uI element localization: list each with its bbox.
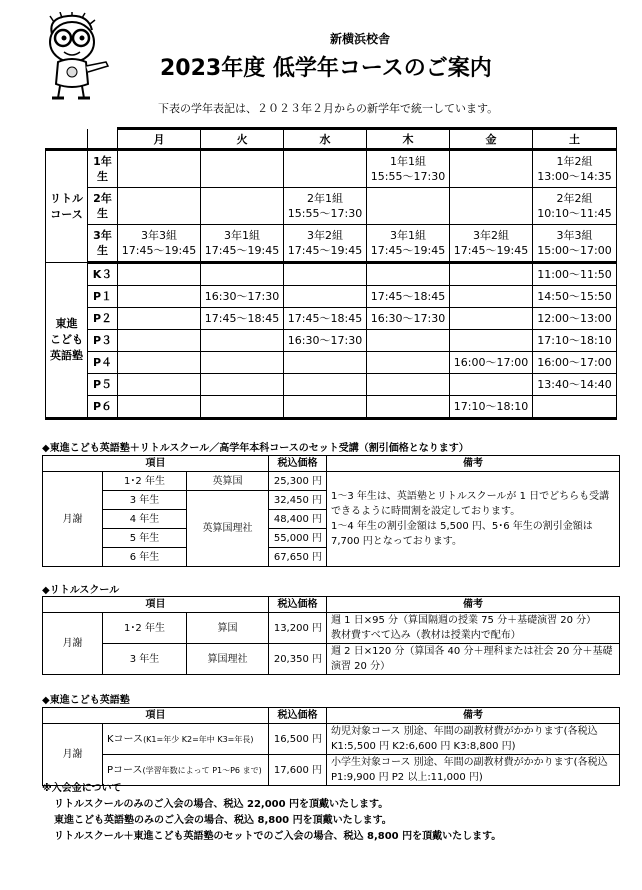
day-header-wed: 水: [284, 129, 367, 150]
col-header-note: 備考: [327, 456, 620, 472]
mascot-illustration: [38, 12, 110, 100]
eigo-row-p2: [46, 308, 617, 330]
schedule-cell: 17:10〜18:10: [533, 330, 617, 352]
grade-label: 5 年生: [103, 529, 187, 548]
eigo-row-p4: [46, 352, 617, 374]
grade-label: 3 年生: [103, 644, 187, 675]
schedule-cell: 16:00〜17:00: [450, 352, 533, 374]
school-name: 新横浜校舎: [329, 32, 390, 46]
schedule-cell: [367, 352, 450, 374]
schedule-cell: 1年1組 15:55〜17:30: [367, 150, 450, 188]
schedule-cell: 3年1組 17:45〜19:45: [201, 225, 284, 263]
note-line: 東進こども英語塾のみのご入会の場合、税込 8,800 円を頂戴いたします。: [54, 815, 392, 826]
schedule-cell: [284, 374, 367, 396]
eigo-row-p6: [46, 396, 617, 419]
eigo-row-p3: [46, 330, 617, 352]
row-label-monthly: 月謝: [43, 613, 103, 675]
schedule-cell: [118, 396, 201, 419]
schedule-cell: [450, 188, 533, 225]
course-detail: (学習年数によって P1〜P6 まで): [142, 765, 262, 775]
grade-label: 1･2 年生: [103, 613, 187, 644]
day-header-thu: 木: [367, 129, 450, 150]
schedule-cell: [367, 374, 450, 396]
grade-label: 1年生: [88, 150, 118, 188]
schedule-cell: [367, 188, 450, 225]
schedule-cell: [201, 330, 284, 352]
set-course-heading: ◆東進こども英語塾＋リトルスクール／高学年本科コースのセット受講（割引価格となります）: [42, 443, 469, 454]
eigo-row-p5: [46, 374, 617, 396]
grade-label: P６: [88, 396, 118, 419]
course-label: Pコース(学習年数によって P1〜P6 まで): [103, 755, 269, 786]
little-row-3: [46, 225, 617, 263]
schedule-cell: [284, 396, 367, 419]
course-label: 算国: [187, 613, 269, 644]
schedule-cell: 2年2組 10:10〜11:45: [533, 188, 617, 225]
col-header-note: 備考: [327, 708, 620, 724]
price-value: 25,300 円: [269, 472, 327, 491]
grade-label: 1･2 年生: [103, 472, 187, 491]
note-text: 小学生対象コース 別途、年間の副教材費がかかります(各税込 P1:9,900 円 P2 以上:11,000 円): [327, 755, 620, 786]
note-text: 週 2 日×120 分（算国各 40 分＋理科または社会 20 分＋基礎演習 20 分）: [327, 644, 620, 675]
corner-cell: [46, 129, 88, 150]
schedule-cell: 16:30〜17:30: [367, 308, 450, 330]
schedule-cell: 3年2組 17:45〜19:45: [284, 225, 367, 263]
grade-label: 3年生: [88, 225, 118, 263]
schedule-cell: [450, 263, 533, 286]
course-label: Kコース(K1=年少 K2=年中 K3=年長): [103, 724, 269, 755]
schedule-cell: [201, 150, 284, 188]
grade-notation-note: 下表の学年表記は、２０２３年２月からの新学年で統一しています。: [158, 102, 499, 115]
eigo-row-p1: [46, 286, 617, 308]
schedule-cell: 3年3組 15:00〜17:00: [533, 225, 617, 263]
eigo-juku-heading: ◆東進こども英語塾: [42, 695, 130, 706]
schedule-cell: [450, 330, 533, 352]
grade-label: P５: [88, 374, 118, 396]
price-value: 17,600 円: [269, 755, 327, 786]
course-label: 算国理社: [187, 644, 269, 675]
grade-label: 4 年生: [103, 510, 187, 529]
schedule-cell: [201, 374, 284, 396]
price-value: 20,350 円: [269, 644, 327, 675]
schedule-cell: [118, 188, 201, 225]
little-school-price-table: [42, 596, 620, 675]
set-course-price-table: [42, 455, 620, 567]
note-text: 幼児対象コース 別途、年間の副教材費がかかります(各税込 K1:5,500 円 K2:6,600 円 K3:8,800 円): [327, 724, 620, 755]
schedule-cell: 17:45〜18:45: [201, 308, 284, 330]
note-line: リトルスクールのみのご入会の場合、税込 22,000 円を頂戴いたします。: [54, 799, 389, 810]
schedule-cell: [450, 150, 533, 188]
schedule-cell: 3年1組 17:45〜19:45: [367, 225, 450, 263]
schedule-cell: [118, 374, 201, 396]
grade-label: P４: [88, 352, 118, 374]
enrollment-fee-notes: [42, 781, 622, 845]
day-header-tue: 火: [201, 129, 284, 150]
little-row-2: [46, 188, 617, 225]
col-header-price: 税込価格: [269, 456, 327, 472]
grade-label: P３: [88, 330, 118, 352]
schedule-cell: [284, 286, 367, 308]
note-line: リトルスクール＋東進こども英語塾のセットでのご入会の場合、税込 8,800 円を頂戴いたします。: [54, 831, 502, 842]
course-detail: (K1=年少 K2=年中 K3=年長): [143, 734, 254, 744]
price-value: 32,450 円: [269, 491, 327, 510]
price-value: 48,400 円: [269, 510, 327, 529]
page-title: 2023年度 低学年コースのご案内: [160, 56, 492, 81]
schedule-cell: [367, 330, 450, 352]
col-header-price: 税込価格: [269, 708, 327, 724]
col-header-item: 項目: [43, 708, 269, 724]
col-header-note: 備考: [327, 597, 620, 613]
corner-cell-2: [88, 129, 118, 150]
col-header-price: 税込価格: [269, 597, 327, 613]
eigo-juku-label: 東進 こども 英語塾: [46, 263, 88, 419]
schedule-cell: [284, 263, 367, 286]
grade-label: P２: [88, 308, 118, 330]
row-label-monthly: 月謝: [43, 724, 103, 786]
price-value: 13,200 円: [269, 613, 327, 644]
schedule-cell: [450, 374, 533, 396]
schedule-cell: [118, 330, 201, 352]
schedule-cell: [118, 263, 201, 286]
grade-label: K３: [88, 263, 118, 286]
grade-label: 3 年生: [103, 491, 187, 510]
schedule-cell: [118, 286, 201, 308]
price-value: 55,000 円: [269, 529, 327, 548]
schedule-cell: [201, 263, 284, 286]
schedule-cell: [450, 286, 533, 308]
schedule-cell: [201, 352, 284, 374]
schedule-cell: [284, 352, 367, 374]
grade-label: 2年生: [88, 188, 118, 225]
note-text: 週 1 日×95 分（算国隔週の授業 75 分＋基礎演習 20 分） 教材費すべて込み（教材は授業内で配布）: [327, 613, 620, 644]
day-header-fri: 金: [450, 129, 533, 150]
schedule-cell: [450, 308, 533, 330]
schedule-cell: [118, 352, 201, 374]
course-label: 英算国理社: [187, 491, 269, 567]
schedule-cell: 12:00〜13:00: [533, 308, 617, 330]
schedule-header-row: [46, 129, 617, 150]
grade-label: P１: [88, 286, 118, 308]
schedule-cell: 3年2組 17:45〜19:45: [450, 225, 533, 263]
day-header-mon: 月: [118, 129, 201, 150]
schedule-cell: 17:45〜18:45: [367, 286, 450, 308]
row-label-monthly: 月謝: [43, 472, 103, 567]
eigo-juku-price-table: [42, 707, 620, 786]
schedule-cell: [118, 150, 201, 188]
schedule-cell: [284, 150, 367, 188]
schedule-cell: 11:00〜11:50: [533, 263, 617, 286]
schedule-table: [45, 127, 617, 420]
schedule-cell: 14:50〜15:50: [533, 286, 617, 308]
day-header-sat: 土: [533, 129, 617, 150]
price-value: 16,500 円: [269, 724, 327, 755]
schedule-cell: [367, 396, 450, 419]
note-text: 1〜3 年生は、英語塾とリトルスクールが 1 日でどちらも受講できるように時間割を設定しております。 1〜4 年生の割引金額は 5,500 円、5･6 年生の割引金額は 7,700 円となっております。: [327, 472, 620, 567]
schedule-cell: [201, 396, 284, 419]
little-school-heading: ◆リトルスクール: [42, 585, 120, 596]
schedule-cell: [367, 263, 450, 286]
schedule-cell: 2年1組 15:55〜17:30: [284, 188, 367, 225]
little-course-label: リトル コース: [46, 150, 88, 263]
schedule-cell: 13:40〜14:40: [533, 374, 617, 396]
col-header-item: 項目: [43, 597, 269, 613]
schedule-cell: 3年3組 17:45〜19:45: [118, 225, 201, 263]
course-label: 英算国: [187, 472, 269, 491]
schedule-cell: 17:10〜18:10: [450, 396, 533, 419]
schedule-cell: 17:45〜18:45: [284, 308, 367, 330]
price-value: 67,650 円: [269, 548, 327, 567]
schedule-cell: [201, 188, 284, 225]
schedule-cell: [533, 396, 617, 419]
schedule-cell: 16:30〜17:30: [201, 286, 284, 308]
schedule-cell: 16:00〜17:00: [533, 352, 617, 374]
little-row-1: [46, 150, 617, 188]
schedule-cell: 1年2組 13:00〜14:35: [533, 150, 617, 188]
schedule-cell: [118, 308, 201, 330]
grade-label: 6 年生: [103, 548, 187, 567]
schedule-cell: 16:30〜17:30: [284, 330, 367, 352]
col-header-item: 項目: [43, 456, 269, 472]
notes-title: ※入会金について: [42, 783, 122, 794]
eigo-row-k3: [46, 263, 617, 286]
